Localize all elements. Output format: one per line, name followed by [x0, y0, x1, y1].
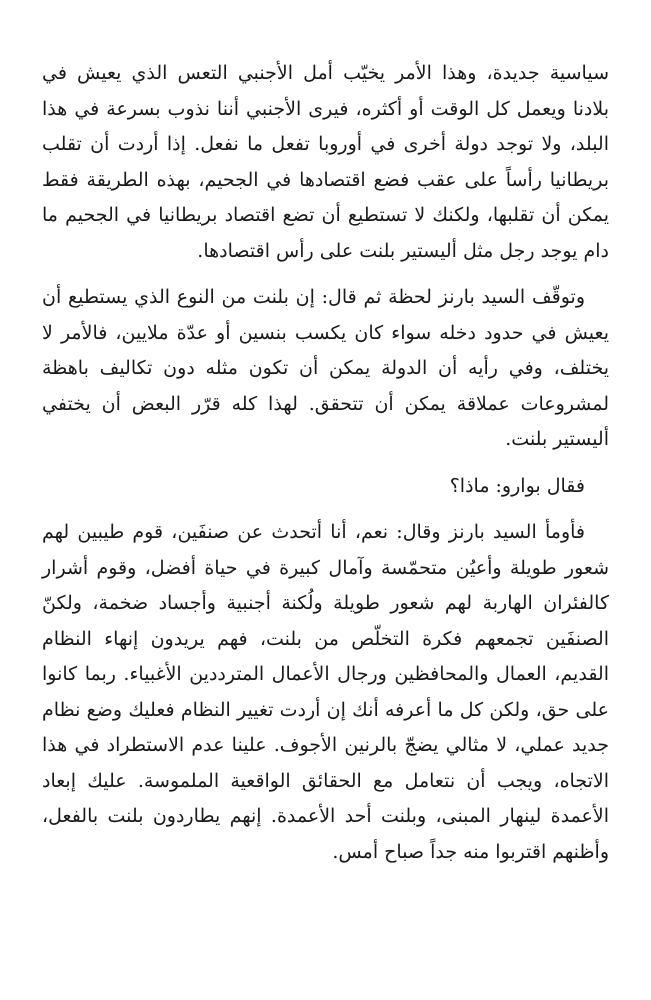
paragraph-1: سياسية جديدة، وهذا الأمر يخيّب أمل الأجنبي التعس الذي يعيش في بلادنا ويعمل كل الوقت أو أكثره، فيرى الأجنبي أننا نذوب بسرعة في هذا البلد، ولا توجد دولة أخرى في أوروبا تفعل ما نفعل. إذا أردت أن تقلب بريطانيا رأساً على عقب فضع اقتصادها في الجحيم، بهذه الطريقة فقط يمكن أن تقلبها، ولكنك لا تستطيع أن تضع اقتصاد بريطانيا في الجحيم ما دام يوجد رجل مثل أليستير بلنت على رأس اقتصادها.	[42, 62, 609, 262]
paragraph-2: وتوقّف السيد بارنز لحظة ثم قال: إن بلنت من النوع الذي يستطيع أن يعيش في حدود دخله سواء كان يكسب بنسين أو عدّة ملايين، فالأمر لا يختلف، وفي رأيه أن الدولة يمكن أن تكون مثله دون تكاليف باهظة لمشروعات عملاقة يمكن أن تتحقق. لهذا كله قرّر البعض أن يختفي أليستير بلنت.	[42, 286, 609, 450]
paragraph-4: فأومأ السيد بارنز وقال: نعم، أنا أتحدث عن صنفَين، قوم طيبين لهم شعور طويلة وأعيُن متحمّسة وآمال كبيرة في حياة أفضل، وقوم أشرار كالفئران الهاربة لهم شعور طويلة ولُكنة أجنبية وأجساد ضخمة، ولكنّ الصنفَين تجمعهم فكرة التخلّص من بلنت، فهم يريدون إنهاء النظام القديم، العمال والمحافظين ورجال الأعمال المترددين الأغبياء. ربما كانوا على حق، ولكن كل ما أعرفه أنك إن أردت تغيير النظام فعليك وضع نظام جديد عملي، لا مثالي يضجّ بالرنين الأجوف. علينا عدم الاستطراد في هذا الاتجاه، ويجب أن نتعامل مع الحقائق الواقعية الملموسة. عليك إبعاد الأعمدة لينهار المبنى، وبلنت أحد الأعمدة. إنهم يطاردون بلنت بالفعل، وأظنهم اقتربوا منه جداً صباح أمس.	[42, 521, 609, 863]
paragraph-3: فقال بوارو: ماذا؟	[449, 474, 585, 497]
